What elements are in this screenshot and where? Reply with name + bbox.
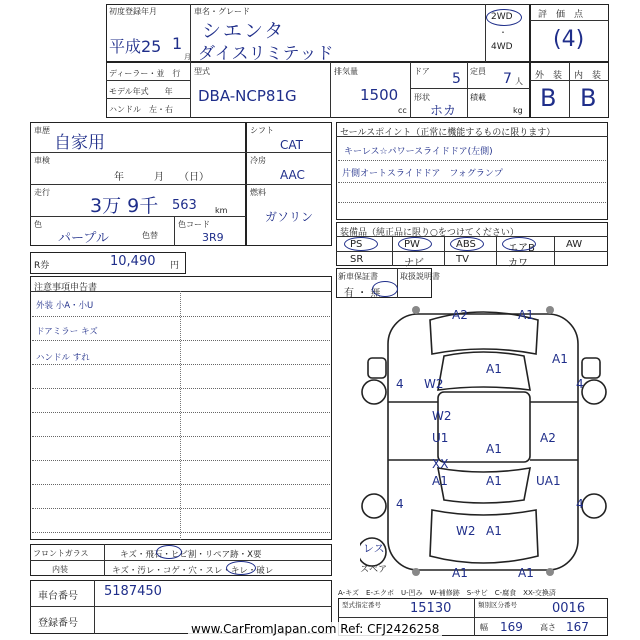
chassis-value: 5187450: [104, 584, 162, 599]
damage-zone: W2: [424, 377, 444, 391]
dealer-label: ディーラー・並 行: [109, 69, 181, 78]
front-glass-value: キズ・飛石・ヒビ割・リペア跡・X要: [120, 550, 262, 560]
form-label: 型式指定番号: [342, 601, 381, 609]
car-grade: ダイスリミテッド: [198, 44, 334, 64]
handle-label: ハンドル 左・右: [109, 105, 173, 114]
wheel-rear-right: [582, 494, 606, 518]
mileage-label: 走行: [34, 188, 50, 197]
usage-label: 車歴: [34, 126, 50, 135]
capacity-value: 7: [503, 71, 512, 87]
damage-zone: XX: [432, 457, 449, 471]
inspection-value: 年 月 （日）: [114, 172, 209, 183]
equipment-circle: [502, 237, 536, 251]
equipment-item: カワ: [508, 258, 528, 269]
equipment-item: エアB: [508, 243, 535, 254]
front-glass-label: フロントガラス: [33, 549, 89, 558]
ac-value: AAC: [280, 168, 305, 182]
color-code-label: 色コード: [178, 220, 210, 229]
shift-value: CAT: [280, 138, 303, 152]
note-line: 外装 小A・小U: [36, 301, 94, 311]
damage-zone: A1: [432, 474, 448, 488]
class-value: 0016: [552, 601, 586, 616]
displacement-value: 1500: [360, 86, 399, 104]
car-name: シエンタ: [202, 20, 286, 42]
shape-value: ホカ: [430, 104, 457, 119]
equipment-circle: [344, 237, 378, 251]
equipment-circle: [450, 237, 484, 251]
form-value: 15130: [410, 601, 452, 616]
capacity-label: 定員: [470, 67, 486, 76]
name-grade-label: 車名・グレード: [194, 7, 250, 16]
damage-zone: U1: [432, 431, 449, 445]
chassis-label: 車台番号: [38, 591, 78, 602]
shape-label: 形状: [414, 93, 430, 102]
damage-zone: W2: [432, 409, 452, 423]
fuel-value: ガソリン: [265, 210, 314, 224]
displacement-label: 排気量: [334, 67, 358, 76]
damage-zone: 4: [396, 377, 404, 391]
color-label: 色: [34, 220, 42, 229]
load-unit: kg: [513, 106, 523, 115]
notes-title: 注意事項申告書: [34, 283, 98, 293]
drive-2wd: 2WD: [491, 12, 513, 22]
first-reg-month: 1: [172, 34, 183, 53]
note-line: ドアミラー キズ: [36, 327, 98, 337]
wheel-front-left: [362, 380, 386, 404]
mileage-small: 563: [172, 198, 197, 213]
inspection-label: 車検: [34, 156, 50, 165]
interior-label: 内 装: [574, 71, 602, 81]
rating-label: 評 価 点: [538, 10, 584, 20]
damage-zone: A1: [486, 362, 502, 376]
color-value: パープル: [58, 231, 109, 246]
equipment-item: ナビ: [404, 258, 424, 269]
first-reg-label: 初度登録年月: [109, 7, 157, 16]
mileage-value: 3万 9千: [90, 195, 159, 217]
watermark: www.CarFromJapan.com Ref: CFJ2426258: [188, 622, 442, 636]
class-label: 類別区分番号: [478, 601, 517, 609]
interior-cond-label: 内装: [52, 565, 68, 574]
recycle-box: [30, 252, 186, 274]
reg-label: 登録番号: [38, 618, 78, 629]
front-glass-circle: [156, 545, 182, 559]
damage-zone: 4: [576, 497, 584, 511]
spare-label: レス: [363, 542, 385, 555]
ac-label: 冷房: [250, 156, 266, 165]
equipment-item: SR: [350, 254, 364, 265]
exterior-label: 外 装: [535, 71, 563, 81]
damage-zone: W2: [456, 524, 476, 538]
rear-outline: [430, 510, 538, 563]
color-change-label: 色替: [142, 231, 158, 240]
windshield: [438, 352, 530, 390]
equipment-item: TV: [456, 254, 469, 265]
damage-zone: A2: [452, 308, 468, 322]
km-unit: km: [215, 206, 228, 215]
damage-zone: UA1: [536, 474, 561, 488]
usage-value: 自家用: [54, 133, 105, 153]
equipment-item: ABS: [456, 239, 476, 250]
month-unit: 月: [184, 53, 191, 61]
damage-zone: A2: [540, 431, 556, 445]
wheel-rear-left: [362, 494, 386, 518]
cc-unit: cc: [398, 106, 407, 115]
recycle-label: R券: [34, 261, 50, 271]
interior-grade: B: [580, 84, 597, 112]
rear-window: [438, 468, 530, 503]
mirror-right: [582, 358, 600, 378]
warranty-title: 新車保証書: [338, 272, 378, 281]
shift-label: シフト: [250, 126, 274, 135]
warranty-circle: [372, 281, 398, 297]
equipment-item: PS: [350, 239, 363, 250]
damage-zone: A1: [486, 524, 502, 538]
capacity-unit: 人: [515, 77, 523, 86]
equipment-item: AW: [566, 239, 583, 250]
interior-cond-circle: [226, 561, 256, 575]
warranty-value: 有 ・ 無: [344, 288, 381, 299]
damage-zone: A1: [486, 474, 502, 488]
wheel-front-right: [582, 380, 606, 404]
equipment-circle: [398, 237, 432, 251]
load-label: 積載: [470, 93, 486, 102]
damage-zone: 4: [396, 497, 404, 511]
equipment-item: PW: [404, 239, 420, 250]
drive-dot: ・: [499, 28, 507, 37]
door-label: ドア: [414, 67, 430, 76]
height-label: 高さ: [540, 623, 556, 632]
sales-line-1: キーレス☆パワースライドドア(左側): [344, 147, 493, 157]
recycle-value: 10,490: [110, 254, 156, 269]
damage-zone: A1: [552, 352, 568, 366]
manual-title: 取扱説明書: [400, 272, 440, 281]
sales-line-2: 片側オートスライドドア フォグランプ: [342, 169, 503, 179]
type-label: 型式: [194, 67, 210, 76]
damage-zone: A1: [518, 566, 534, 580]
damage-legend: A-キズ E-エクボ U-凹み W-補修跡 S-サビ C-腐食 XX-交換済: [338, 589, 556, 597]
recycle-unit: 円: [170, 261, 180, 271]
damage-zone: A1: [486, 442, 502, 456]
rating-value: (4): [553, 27, 585, 52]
width-value: 169: [500, 620, 523, 634]
sales-title: セールスポイント（正常に機能するものに限ります）: [340, 128, 556, 138]
damage-zone: 4: [576, 377, 584, 391]
type-value: DBA-NCP81G: [198, 87, 297, 105]
damage-zone: A1: [518, 308, 534, 322]
note-line: ハンドル すれ: [36, 353, 90, 363]
height-value: 167: [566, 620, 589, 634]
first-reg-era: 平成25: [109, 37, 162, 56]
interior-cond-value: キズ・汚レ・コゲ・穴・スレ・キレ・破レ: [112, 566, 274, 576]
door-value: 5: [452, 71, 461, 87]
model-year-label: モデル年式 年: [109, 87, 173, 96]
fuel-label: 燃料: [250, 188, 266, 197]
car-diagram: [360, 300, 610, 582]
equipment-title: 装備品（純正品に限り○をつけてください）: [340, 228, 519, 238]
damage-zone: A1: [452, 566, 468, 580]
drive-4wd: 4WD: [491, 42, 513, 52]
width-label: 幅: [480, 623, 488, 632]
roof: [438, 392, 530, 462]
spare-text: スペア: [360, 565, 388, 575]
exterior-grade: B: [540, 84, 557, 112]
mirror-left: [368, 358, 386, 378]
color-code-value: 3R9: [202, 231, 224, 244]
